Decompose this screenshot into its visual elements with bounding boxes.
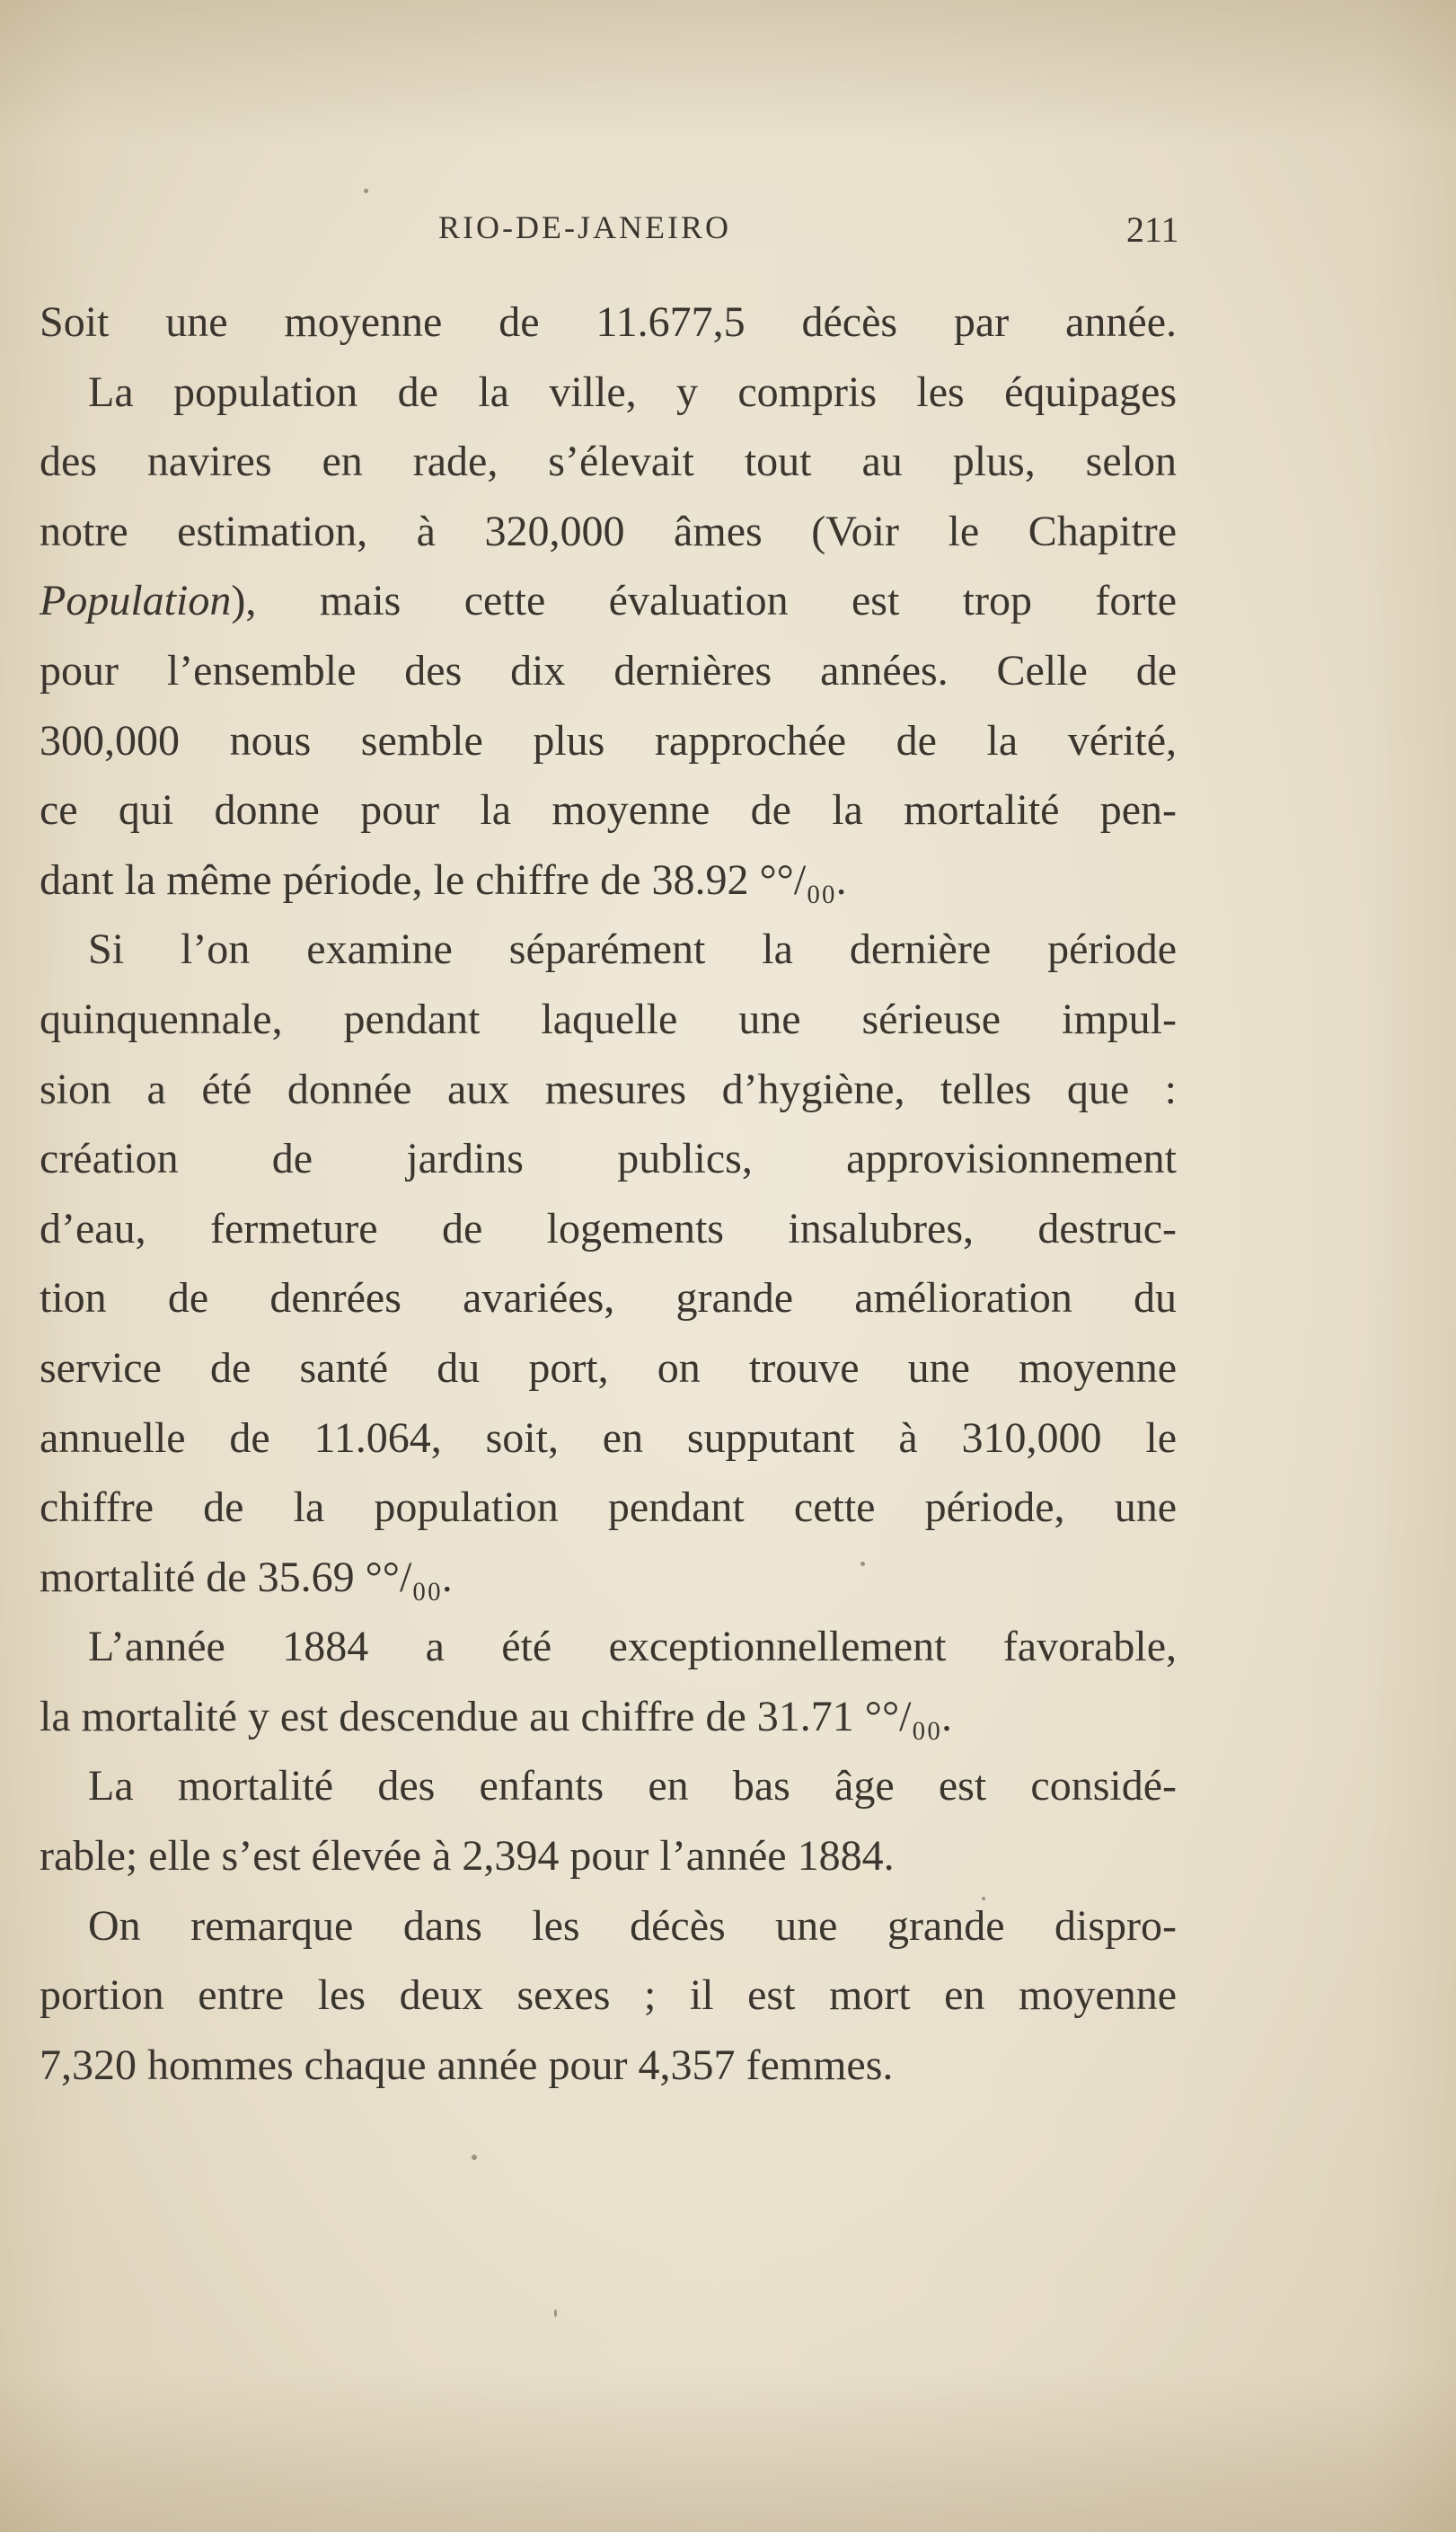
- text-line: pour l’ensemble des dix dernières années. Celle de: [40, 646, 1177, 695]
- body-text: [40, 288, 1177, 2100]
- text-line: mortalité de 35.69 °°/₀₀.: [40, 1553, 453, 1601]
- text-line: chiffre de la population pendant cette période, une: [40, 1483, 1177, 1532]
- text-line: 300,000 nous semble plus rapprochée de la vérité,: [40, 716, 1177, 765]
- text-line: portion entre les deux sexes ; il est mort en moyenne: [40, 1971, 1177, 2020]
- text-line: ce qui donne pour la moyenne de la mortalité pen-: [40, 786, 1177, 835]
- text-line: La population de la ville, y compris les équipages: [88, 367, 1177, 416]
- paper-speck: [364, 189, 368, 193]
- text-line: la mortalité y est descendue au chiffre de 31.71 °°/₀₀.: [40, 1692, 952, 1740]
- text-line: notre estimation, à 320,000 âmes (Voir le Chapitre: [40, 507, 1177, 555]
- text-line: d’eau, fermeture de logements insalubres, destruc-: [40, 1204, 1177, 1253]
- text-line: L’année 1884 a été exceptionnellement favorable,: [88, 1623, 1177, 1671]
- text-line: tion de denrées avariées, grande amélioration du: [40, 1274, 1177, 1323]
- paper-speck: [982, 1897, 985, 1900]
- text-line: On remarque dans les décès une grande dispro-: [88, 1901, 1177, 1950]
- text-line: rable; elle s’est élevée à 2,394 pour l’année 1884.: [40, 1832, 895, 1881]
- page-top-shading: [0, 0, 1456, 144]
- text-line: Si l’on examine séparément la dernière période: [88, 925, 1177, 974]
- running-header: [0, 208, 1456, 253]
- paper-speck: [554, 2309, 557, 2317]
- text-line: quinquennale, pendant laquelle une sérieuse impul-: [40, 995, 1177, 1043]
- page-number: 211: [1126, 209, 1179, 250]
- running-title: RIO-DE-JANEIRO: [438, 209, 731, 245]
- text-line: La mortalité des enfants en bas âge est considé-: [88, 1762, 1177, 1810]
- paper-speck: [472, 2155, 477, 2160]
- text-fragment: ), mais cette évaluation est trop forte: [231, 577, 1177, 625]
- text-line: [40, 566, 1177, 636]
- text-line: dant la même période, le chiffre de 38.92 °°/₀₀.: [40, 855, 847, 904]
- text-line: sion a été donnée aux mesures d’hygiène, telles que :: [40, 1065, 1177, 1113]
- text-line: création de jardins publics, approvisionnement: [40, 1135, 1177, 1183]
- text-line: annuelle de 11.064, soit, en supputant à 310,000 le: [40, 1413, 1177, 1462]
- page-bottom-shading: [0, 2370, 1456, 2532]
- text-line: service de santé du port, on trouve une moyenne: [40, 1343, 1177, 1392]
- text-line: Soit une moyenne de 11.677,5 décès par année.: [40, 298, 1177, 346]
- paper-speck: [860, 1562, 865, 1566]
- italic-term: Population: [40, 577, 232, 625]
- text-line: 7,320 hommes chaque année pour 4,357 femmes.: [40, 2041, 894, 2089]
- text-line: des navires en rade, s’élevait tout au plus, selon: [40, 438, 1177, 486]
